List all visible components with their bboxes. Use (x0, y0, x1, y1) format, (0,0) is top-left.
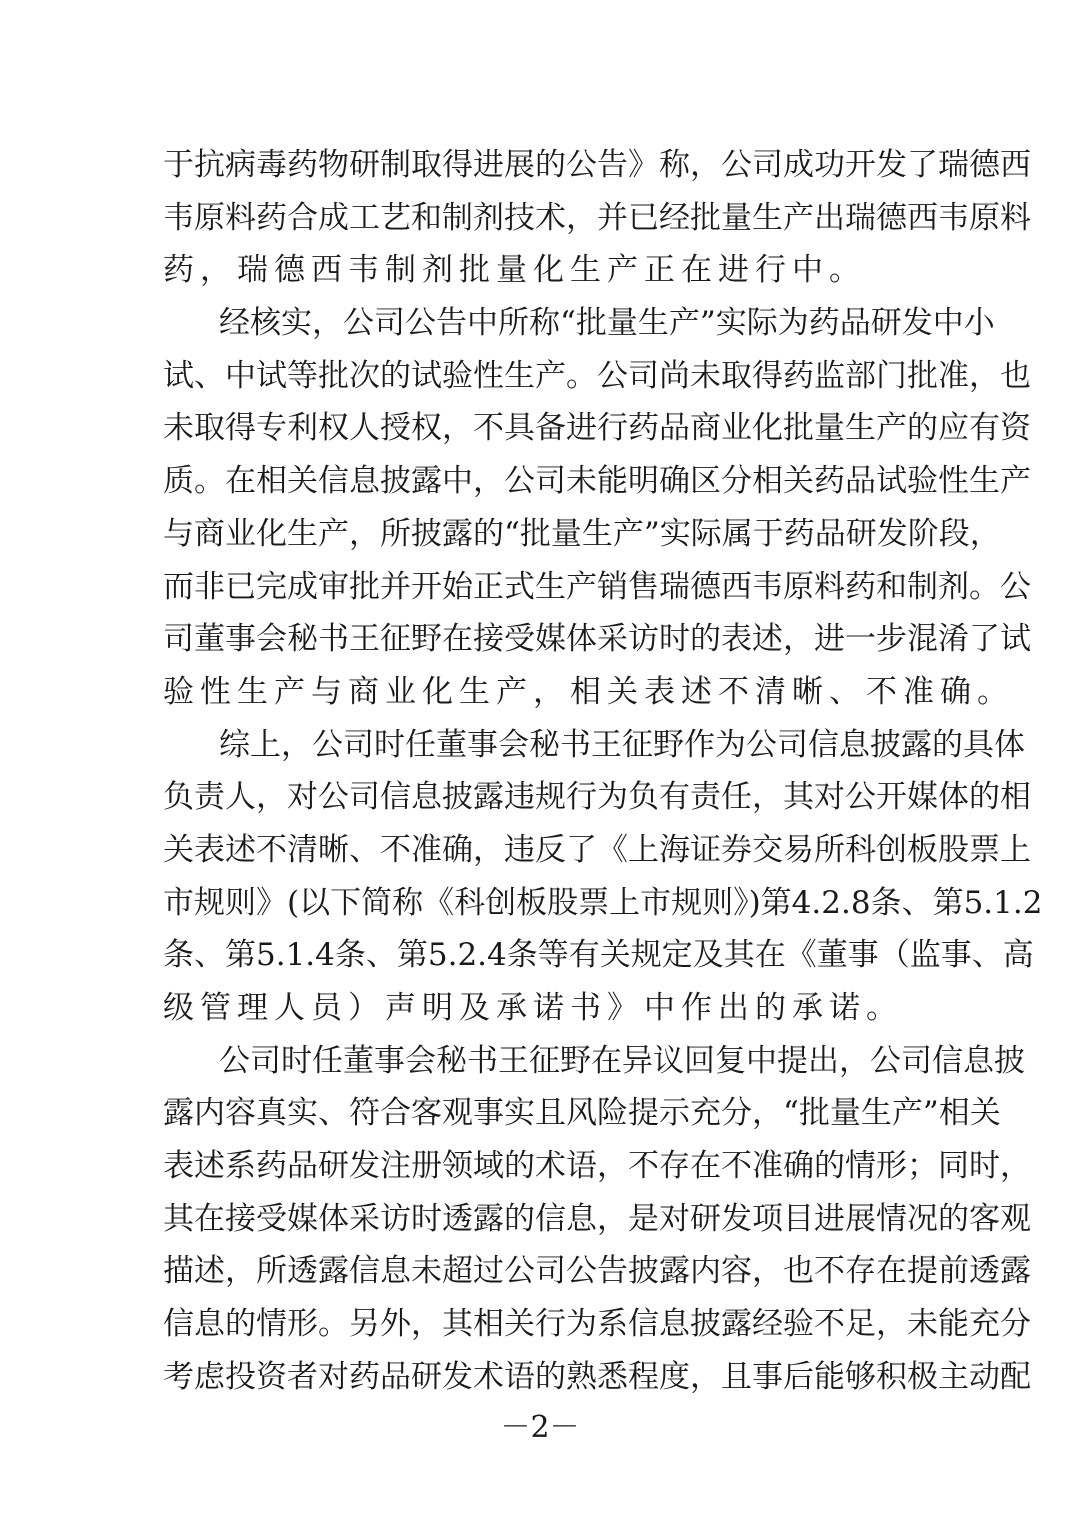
document-body (163, 139, 1043, 1404)
text-line: 验性生产与商业化生产，相关表述不清晰、不准确。 (163, 673, 1014, 710)
paragraph-1 (163, 139, 1031, 297)
text-line: 条、第5.1.4条、第5.2.4条等有关规定及其在《董事（监事、高 (163, 937, 1034, 974)
paragraph-4 (163, 1035, 1031, 1404)
paragraph-3 (163, 719, 1043, 1035)
text-line: 考虑投资者对药品研发术语的熟悉程度，且事后能够积极主动配 (163, 1358, 1031, 1395)
text-line: 药，瑞德西韦制剂批量化生产正在进行中。 (163, 252, 866, 289)
text-line: 司董事会秘书王征野在接受媒体采访时的表述，进一步混淆了试 (163, 621, 1031, 658)
text-line: 市规则》(以下简称《科创板股票上市规则》)第4.2.8条、第5.1.2 (163, 884, 1043, 921)
text-line: 表述系药品研发注册领域的术语，不存在不准确的情形；同时， (163, 1148, 1031, 1185)
text-line: 与商业化生产，所披露的“批量生产”实际属于药品研发阶段， (163, 515, 1001, 552)
text-line: 负责人，对公司信息披露违规行为负有责任，其对公开媒体的相 (163, 779, 1031, 816)
text-line: 公司时任董事会秘书王征野在异议回复中提出，公司信息披 (219, 1042, 1025, 1079)
text-line: 其在接受媒体采访时透露的信息，是对研发项目进展情况的客观 (163, 1200, 1031, 1237)
text-line: 质。在相关信息披露中，公司未能明确区分相关药品试验性生产 (163, 463, 1031, 500)
text-line: 描述，所透露信息未超过公司公告披露内容，也不存在提前透露 (163, 1253, 1031, 1290)
text-line: 经核实，公司公告中所称“批量生产”实际为药品研发中小 (219, 305, 995, 342)
page-number: －2－ (500, 1410, 580, 1445)
text-line: 于抗病毒药物研制取得进展的公告》称，公司成功开发了瑞德西 (163, 147, 1031, 183)
text-line: 未取得专利权人授权，不具备进行药品商业化批量生产的应有资 (163, 410, 1031, 447)
text-line: 信息的情形。另外，其相关行为系信息披露经验不足，未能充分 (163, 1306, 1031, 1343)
text-line: 关表述不清晰、不准确，违反了《上海证券交易所科创板股票上 (163, 831, 1031, 868)
text-line: 级管理人员）声明及承诺书》中作出的承诺。 (163, 990, 903, 1026)
text-line: 露内容真实、符合客观事实且风险提示充分，“批量生产”相关 (163, 1095, 1001, 1132)
text-line: 综上，公司时任董事会秘书王征野作为公司信息披露的具体 (219, 726, 1025, 763)
text-line: 韦原料药合成工艺和制剂技术，并已经批量生产出瑞德西韦原料 (163, 199, 1031, 236)
paragraph-2 (163, 297, 1031, 719)
text-line: 试、中试等批次的试验性生产。公司尚未取得药监部门批准，也 (163, 357, 1031, 394)
text-line: 而非已完成审批并开始正式生产销售瑞德西韦原料药和制剂。公 (163, 568, 1031, 605)
